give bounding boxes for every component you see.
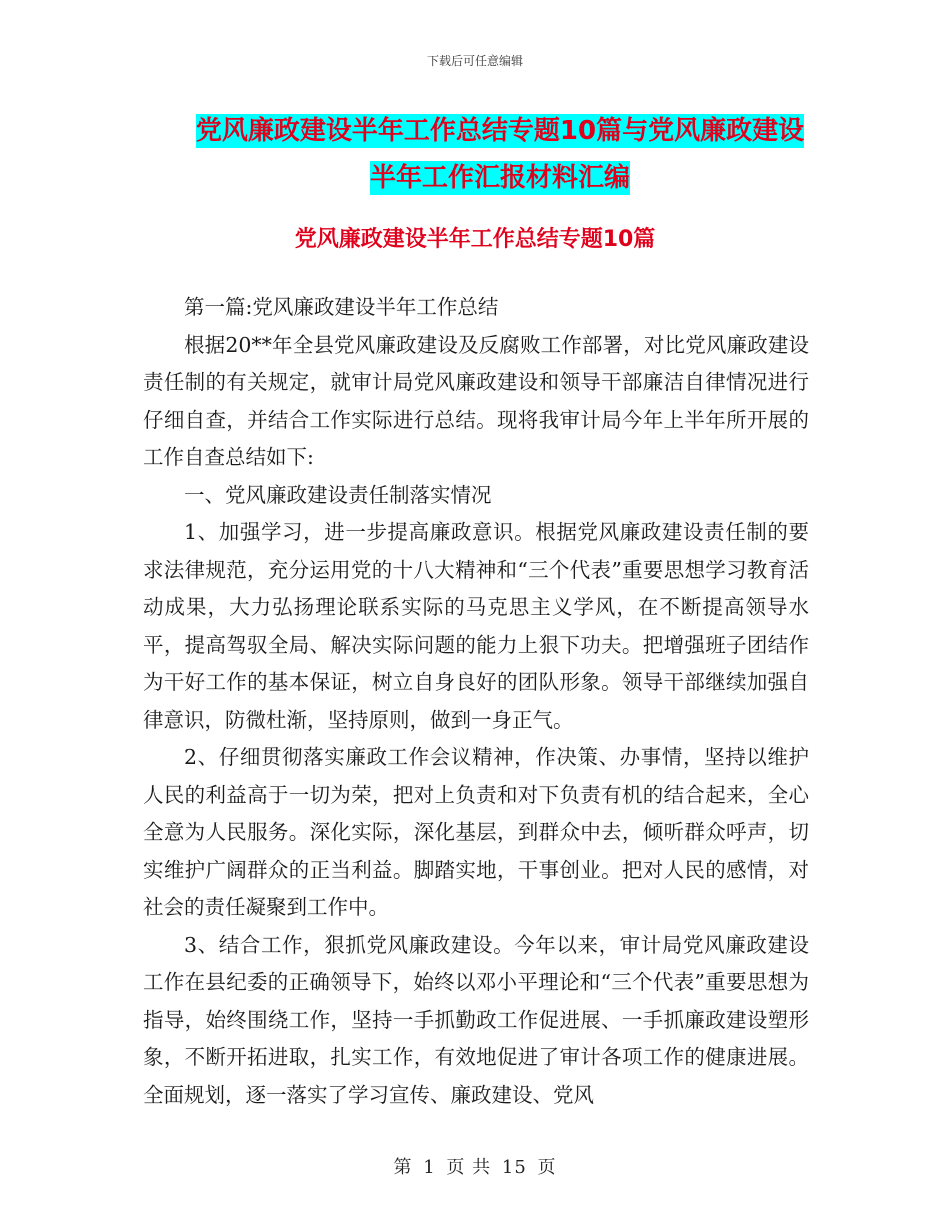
section-subtitle: 党风廉政建设半年工作总结专题10篇 [294, 227, 656, 252]
document-title-line-1: 党风廉政建设半年工作总结专题10篇与党风廉政建设 [195, 116, 805, 146]
page-footer [0, 1153, 950, 1179]
document-title [140, 108, 860, 202]
paragraph-intro: 根据20**年全县党风廉政建设及反腐败工作部署，对比党风廉政建设责任制的有关规定，就审计局党风廉政建设和领导干部廉洁自律情况进行仔细自查，并结合工作实际进行总结。现将我审计局今年上半年所开展的工作自查总结如下: [143, 332, 809, 469]
section-heading: 一、党风廉政建设责任制落实情况 [184, 482, 492, 507]
page-number: 1 [423, 1157, 436, 1178]
document-body [143, 289, 809, 1114]
header-note: 下载后可任意编辑 [426, 54, 523, 68]
page-total: 15 [501, 1157, 527, 1178]
document-title-line-2: 半年工作汇报材料汇编 [369, 163, 630, 193]
page-prefix: 第 [393, 1157, 413, 1178]
paragraph-item-2: 2、仔细贯彻落实廉政工作会议精神，作决策、办事情，坚持以维护人民的利益高于一切为荣，把对上负责和对下负责有机的结合起来，全心全意为人民服务。深化实际，深化基层，到群众中去，倾听群众呼声，切实维护广阔群众的正当利益。脚踏实地，干事创业。把对人民的感情，对社会的责任凝聚到工作中。 [143, 745, 809, 919]
page-suffix: 页 [537, 1157, 557, 1178]
paragraph-item-1: 1、加强学习，进一步提高廉政意识。根据党风廉政建设责任制的要求法律规范，充分运用党的十八大精神和“三个代表”重要思想学习教育活动成果，大力弘扬理论联系实际的马克思主义学风，在不断提高领导水平，提高驾驭全局、解决实际问题的能力上狠下功夫。把增强班子团结作为干好工作的基本保证，树立自身良好的团队形象。领导干部继续加强自律意识，防微杜渐，坚持原则，做到一身正气。 [143, 520, 809, 732]
chapter-heading: 第一篇:党风廉政建设半年工作总结 [184, 295, 499, 319]
page-mid: 页 共 [446, 1157, 492, 1178]
paragraph-item-3: 3、结合工作，狠抓党风廉政建设。今年以来，审计局党风廉政建设工作在县纪委的正确领导下，始终以邓小平理论和“三个代表”重要思想为指导，始终围绕工作，坚持一手抓勤政工作促进展、一手抓廉政建设塑形象，不断开拓进取，扎实工作，有效地促进了审计各项工作的健康进展。全面规划，逐一落实了学习宣传、廉政建设、党风 [143, 932, 809, 1107]
